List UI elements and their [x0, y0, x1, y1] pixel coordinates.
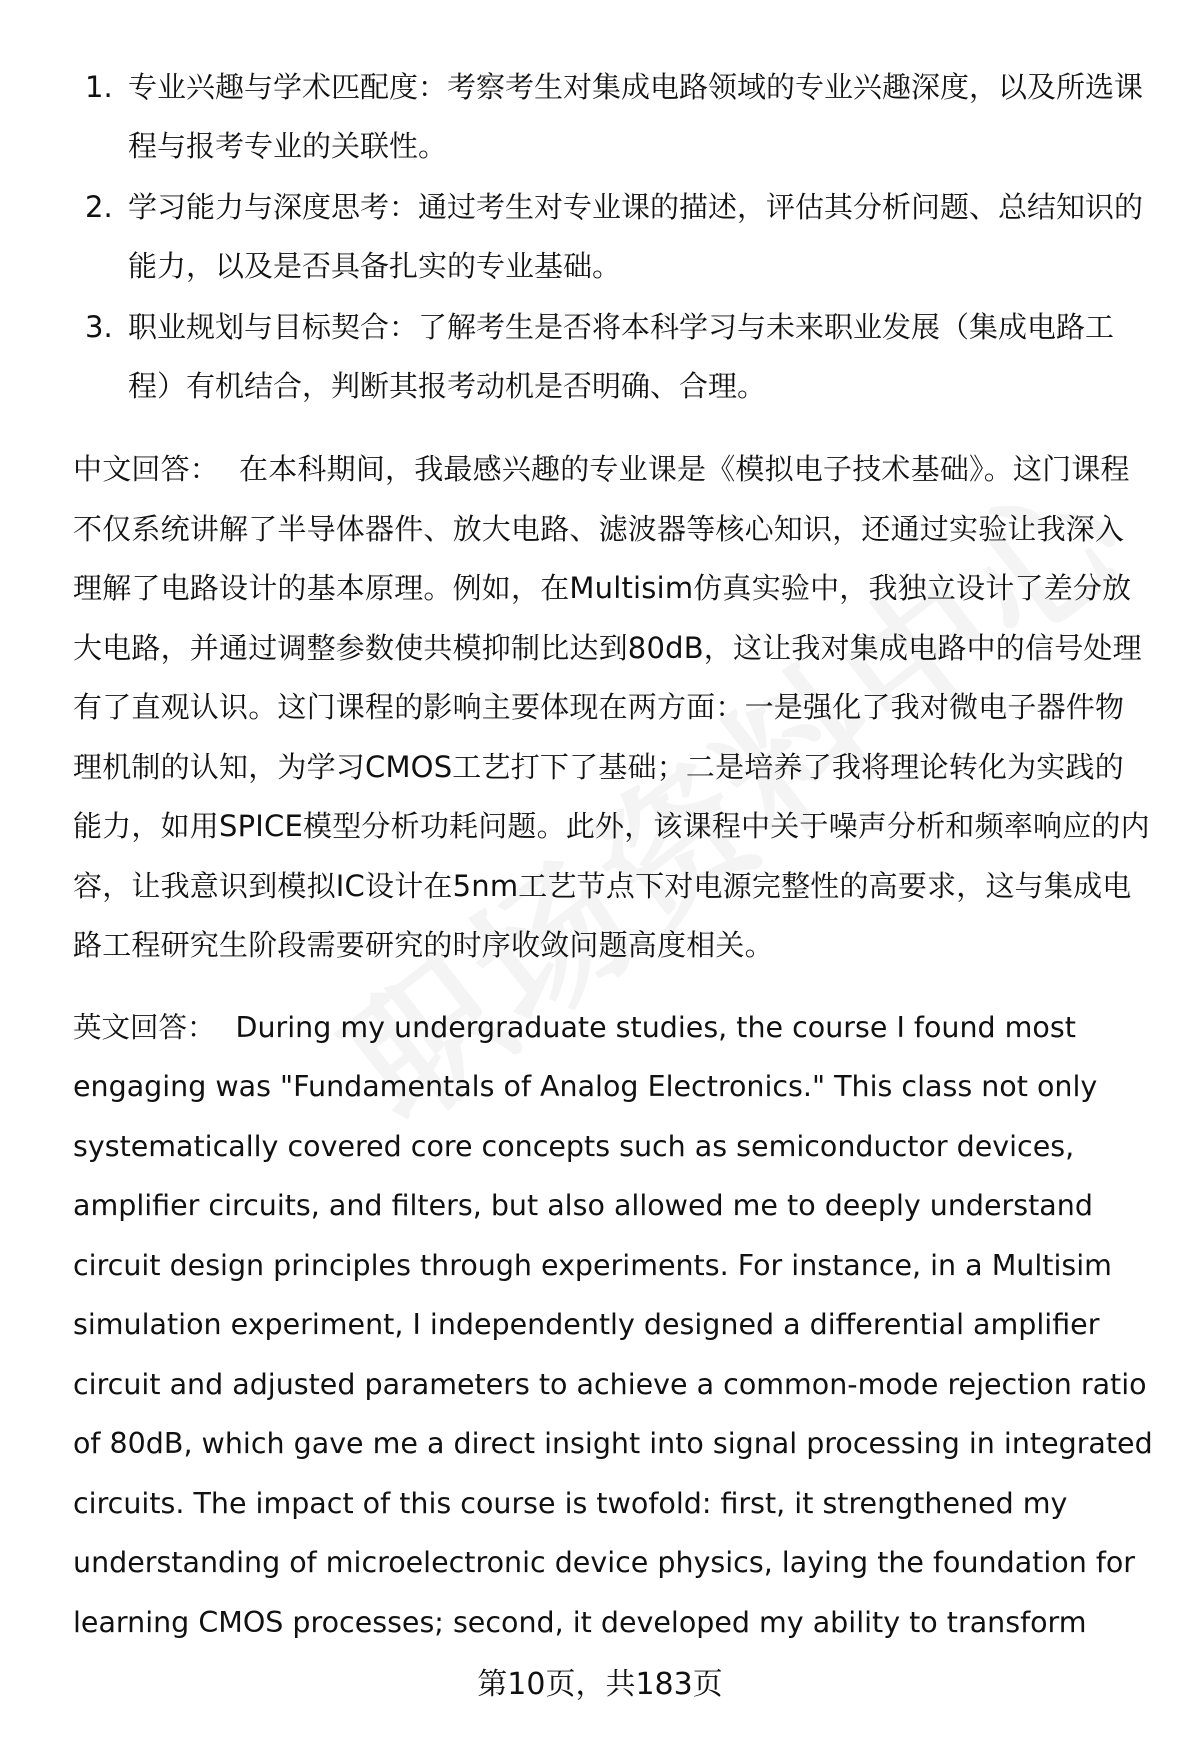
list-item-text: 专业兴趣与学术匹配度：考察考生对集成电路领域的专业兴趣深度，以及所选课程与报考专业的关联性。	[128, 70, 1144, 163]
list-item-text: 学习能力与深度思考：通过考生对专业课的描述，评估其分析问题、总结知识的能力，以及是否具备扎实的专业基础。	[128, 190, 1144, 283]
evaluation-criteria-list	[73, 58, 1153, 416]
english-answer-text: During my undergraduate studies, the course I found most engaging was "Fundamentals of Analog Electronics." This class not only systematically covered core concepts such as semiconductor devices, amplifier circuits, and filters, but also allowed me to deeply understand circuit design principles through experiments. For instance, in a Multisim simulation experiment, I independently designed a differential amplifier circuit and adjusted parameters to achieve a common-mode rejection ratio of 80dB, which gave me a direct insight into signal processing in integrated circuits. The impact of this course is twofold: first, it strengthened my understanding of microelectronic device physics, laying the foundation for learning CMOS processes; second, it developed my ability to transform	[73, 1010, 1153, 1639]
chinese-answer-paragraph	[73, 440, 1153, 976]
chinese-answer-label: 中文回答：	[73, 452, 220, 486]
english-answer-paragraph	[73, 998, 1153, 1653]
list-item	[73, 58, 1153, 176]
list-item-text: 职业规划与目标契合：了解考生是否将本科学习与未来职业发展（集成电路工程）有机结合，判断其报考动机是否明确、合理。	[128, 310, 1115, 403]
list-number: 1.	[85, 70, 113, 104]
list-number: 2.	[85, 190, 113, 224]
list-item	[73, 178, 1153, 296]
list-number: 3.	[85, 310, 113, 344]
document-body	[73, 58, 1153, 1652]
chinese-answer-text: 在本科期间，我最感兴趣的专业课是《模拟电子技术基础》。这门课程不仅系统讲解了半导体器件、放大电路、滤波器等核心知识，还通过实验让我深入理解了电路设计的基本原理。例如，在Multisim仿真实验中，我独立设计了差分放大电路，并通过调整参数使共模抑制比达到80dB，这让我对集成电路中的信号处理有了直观认识。这门课程的影响主要体现在两方面：一是强化了我对微电子器件物理机制的认知，为学习CMOS工艺打下了基础；二是培养了我将理论转化为实践的能力，如用SPICE模型分析功耗问题。此外，该课程中关于噪声分析和频率响应的内容，让我意识到模拟IC设计在5nm工艺节点下对电源完整性的高要求，这与集成电路工程研究生阶段需要研究的时序收敛问题高度相关。	[73, 452, 1150, 962]
english-answer-label: 英文回答：	[73, 1010, 216, 1044]
list-item	[73, 298, 1153, 416]
page-number-footer: 第10页，共183页	[477, 1667, 723, 1702]
